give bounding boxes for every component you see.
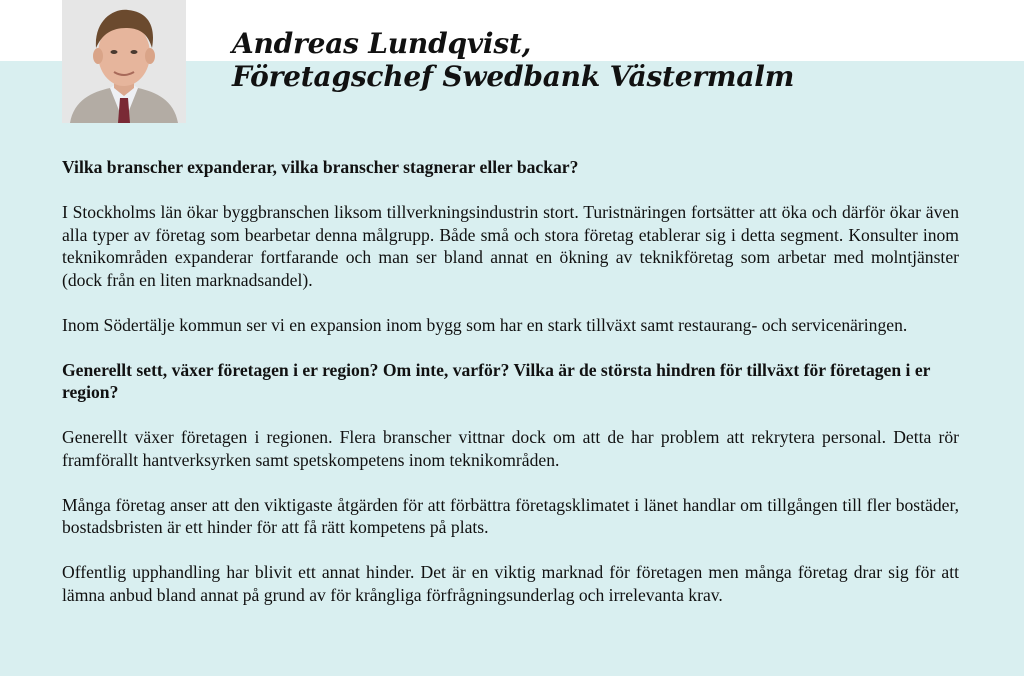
answer-2-paragraph: Generellt växer företagen i regionen. Flera branscher vittnar dock om att de har problem att rekrytera personal. Detta rör framförallt hantverksyrken samt spetskompetens inom teknikområden. (62, 427, 959, 470)
answer-4-paragraph: Offentlig upphandling har blivit ett annat hinder. Det är en viktig marknad för företagen men många företag drar sig för att lämna anbud bland annat på grund av för krångliga förfrågningsunderlag och irrelevanta krav. (62, 562, 959, 605)
answer-1-paragraph: I Stockholms län ökar byggbranschen liksom tillverkningsindustrin stort. Turistnäringen fortsätter att öka och därför ökar även alla typer av företag som bearbetar denna målgrupp. Både små och stora företag etablerar sig i detta segment. Konsulter inom teknikområden expanderar fortfarande och man ser bland annat en ökning av teknikföretag som arbetar med molntjänster (dock från en liten marknadsandel). (62, 202, 959, 290)
person-name: Andreas Lundqvist, (232, 27, 532, 60)
portrait-image (62, 0, 186, 123)
person-role: Företagschef Swedbank Västermalm (232, 60, 795, 93)
header-title (232, 27, 794, 93)
portrait-photo (62, 0, 186, 123)
answer-3-paragraph: Många företag anser att den viktigaste åtgärden för att förbättra företagsklimatet i länet handlar om tillgången till fler bostäder, bostadsbristen är ett hinder för att få rätt kompetens på plats. (62, 494, 959, 537)
question-2: Generellt sett, växer företagen i er region? Om inte, varför? Vilka är de största hindren för tillväxt för företagen i er region? (62, 359, 931, 402)
article-body (62, 156, 959, 629)
answer-1b-paragraph: Inom Södertälje kommun ser vi en expansion inom bygg som har en stark tillväxt samt restaurang- och servicenäringen. (62, 314, 908, 335)
question-1: Vilka branscher expanderar, vilka branscher stagnerar eller backar? (62, 157, 579, 177)
